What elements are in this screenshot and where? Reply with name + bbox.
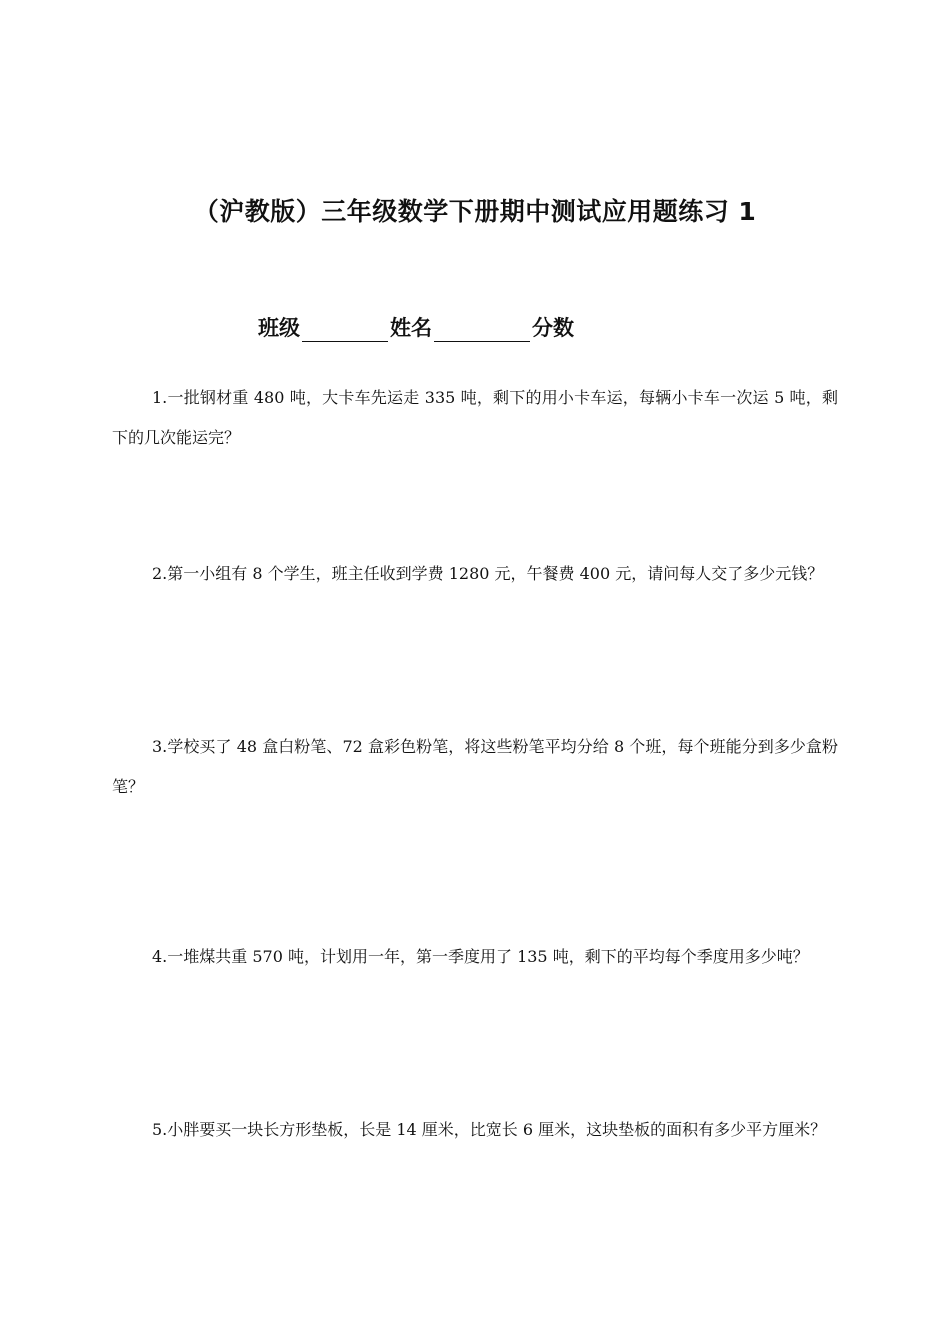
question-5: 5.小胖要买一块长方形垫板，长是 14 厘米，比宽长 6 厘米，这块垫板的面积有多少平方厘米？ <box>152 1120 827 1139</box>
question-1: 1.一批钢材重 480 吨，大卡车先运走 335 吨，剩下的用小卡车运，每辆小卡车一次运 5 吨，剩下的几次能运完？ <box>112 388 838 447</box>
class-blank <box>302 319 388 342</box>
class-label: 班级 <box>258 316 300 340</box>
question-3: 3.学校买了 48 盒白粉笔、72 盒彩色粉笔，将这些粉笔平均分给 8 个班，每个班能分到多少盒粉笔？ <box>112 737 838 796</box>
name-label: 姓名 <box>390 316 432 340</box>
name-blank <box>434 319 530 342</box>
question-4: 4.一堆煤共重 570 吨，计划用一年，第一季度用了 135 吨，剩下的平均每个季度用多少吨？ <box>152 947 809 966</box>
score-label: 分数 <box>532 316 574 340</box>
question-2: 2.第一小组有 8 个学生，班主任收到学费 1280 元，午餐费 400 元，请问每人交了多少元钱？ <box>152 564 824 583</box>
student-info-line <box>258 312 574 342</box>
page-title: （沪教版）三年级数学下册期中测试应用题练习 1 <box>193 197 757 226</box>
